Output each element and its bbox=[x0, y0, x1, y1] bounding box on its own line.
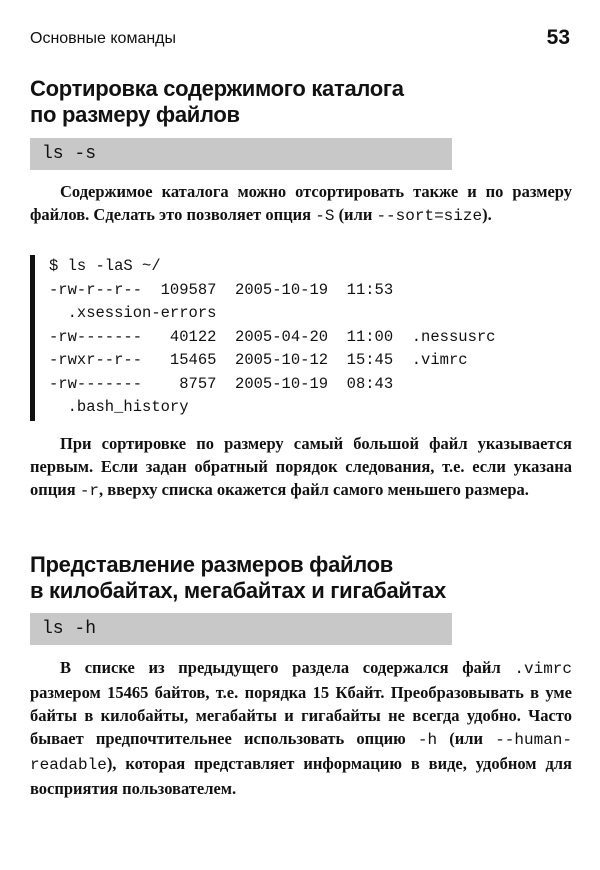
chapter-title: Основные команды bbox=[30, 30, 177, 47]
option-code: --sort=size bbox=[376, 207, 483, 225]
option-code: -r bbox=[79, 482, 100, 500]
paragraph-sort-intro bbox=[30, 180, 572, 228]
option-code: -S bbox=[315, 207, 335, 225]
text: ). bbox=[482, 205, 492, 224]
option-code: -h bbox=[417, 731, 438, 749]
file-name-code: .vimrc bbox=[514, 660, 572, 678]
listing-line: .bash_history bbox=[49, 398, 189, 416]
heading-line: по размеру файлов bbox=[30, 102, 240, 127]
page-number: 53 bbox=[546, 26, 570, 49]
heading-line: Представление размеров файлов bbox=[30, 552, 394, 577]
text: Содержимое каталога можно отсортировать также и по размеру файлов. Сделать это позволяет опция bbox=[30, 182, 572, 224]
command-box: ls -h bbox=[30, 613, 452, 645]
option-code: --human-readable bbox=[30, 731, 572, 774]
text: (или bbox=[334, 205, 377, 224]
code-listing bbox=[30, 255, 570, 421]
running-head bbox=[30, 26, 570, 52]
text: размером 15465 байтов, т.е. порядка 15 Кбайт. Преобразовывать в уме байты в килобайты, мегабайты и гигабайты не всегда удобно. Часто бывает предпочтительнее использовать опцию bbox=[30, 683, 572, 748]
heading-line: в килобайтах, мегабайтах и гигабайтах bbox=[30, 578, 446, 603]
text: При сортировке по размеру самый большой файл указывается первым. Если задан обратный порядок следования, т.е. если указана опция bbox=[30, 434, 572, 499]
command-box: ls -s bbox=[30, 138, 452, 170]
listing-line: -rw------- 8757 2005-10-19 08:43 bbox=[49, 374, 394, 393]
listing-line: $ ls -laS ~/ bbox=[49, 257, 161, 275]
listing-line: -rw-r--r-- 109587 2005-10-19 11:53 bbox=[49, 280, 394, 299]
paragraph-human-readable bbox=[30, 656, 572, 800]
text: , вверху списка окажется файл самого меньшего размера. bbox=[99, 480, 529, 499]
section-heading-sort-by-size bbox=[30, 76, 550, 128]
paragraph-sort-order bbox=[30, 432, 572, 503]
text: (или bbox=[437, 729, 496, 748]
listing-line: -rwxr--r-- 15465 2005-10-12 15:45 .vimrc bbox=[49, 351, 468, 369]
section-heading-human-readable bbox=[30, 552, 550, 604]
text: ), которая представляет информацию в виде, удобном для восприятия пользователем. bbox=[30, 754, 572, 798]
heading-line: Сортировка содержимого каталога bbox=[30, 76, 404, 101]
text: В списке из предыдущего раздела содержался файл bbox=[60, 658, 515, 677]
listing-line: .xsession-errors bbox=[49, 304, 217, 322]
listing-line: -rw------- 40122 2005-04-20 11:00 .nessusrc bbox=[49, 327, 496, 346]
